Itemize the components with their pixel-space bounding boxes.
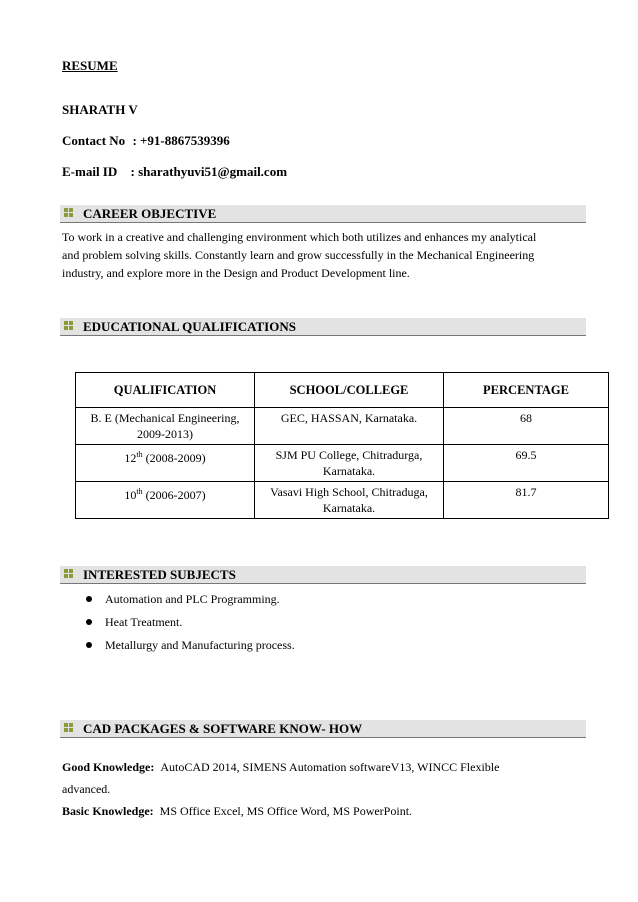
good-knowledge-value: AutoCAD 2014, SIMENS Automation softwareV13, WINCC Flexible	[160, 760, 500, 774]
bullet-icon	[86, 619, 92, 625]
qualification-text: B. E (Mechanical Engineering,	[90, 411, 240, 425]
percentage-cell: 68	[444, 408, 609, 445]
qualification-cell	[76, 408, 255, 445]
qualification-cell	[76, 445, 255, 482]
career-line: To work in a creative and challenging environment which both utilizes and enhances my analytical	[62, 230, 537, 244]
school-text: SJM PU College, Chitradurga,	[275, 448, 423, 462]
section-educational-qualifications	[60, 318, 586, 336]
career-line: and problem solving skills. Constantly learn and grow successfully in the Mechanical Engineering	[62, 248, 535, 262]
candidate-name: SHARATH V	[62, 102, 138, 117]
percentage-cell: 81.7	[444, 482, 609, 519]
school-text: GEC, HASSAN, Karnataka.	[280, 411, 418, 425]
table-row	[76, 482, 609, 519]
section-title: CAREER OBJECTIVE	[83, 206, 217, 221]
good-knowledge-line	[62, 756, 602, 778]
section-title: CAD PACKAGES & SOFTWARE KNOW- HOW	[83, 721, 363, 736]
bullet-square-icon	[64, 569, 74, 579]
basic-knowledge-label: Basic Knowledge:	[62, 804, 154, 818]
qualification-cell	[76, 482, 255, 519]
school-cell	[255, 408, 444, 445]
school-text: Vasavi High School, Chitraduga,	[270, 485, 428, 499]
table-row	[76, 445, 609, 482]
bullet-icon	[86, 642, 92, 648]
interest-text: Heat Treatment.	[105, 615, 183, 629]
list-item	[80, 590, 295, 613]
education-table	[75, 372, 609, 519]
list-item	[80, 636, 295, 659]
ordinal-suffix: th	[136, 487, 143, 496]
column-header-school: SCHOOL/COLLEGE	[255, 373, 444, 408]
school-cell	[255, 445, 444, 482]
bullet-square-icon	[64, 208, 74, 218]
section-title: EDUCATIONAL QUALIFICATIONS	[83, 319, 296, 334]
table-row	[76, 408, 609, 445]
column-header-qualification: QUALIFICATION	[76, 373, 255, 408]
school-text: Karnataka.	[322, 464, 376, 478]
bullet-square-icon	[64, 321, 74, 331]
career-line: industry, and explore more in the Design and Product Development line.	[62, 266, 410, 280]
career-objective-text	[62, 228, 582, 282]
interests-list	[80, 590, 295, 659]
interest-text: Metallurgy and Manufacturing process.	[105, 638, 295, 652]
section-cad-packages	[60, 720, 586, 738]
section-title: INTERESTED SUBJECTS	[83, 567, 236, 582]
list-item	[80, 613, 295, 636]
email-value: : sharathyuvi51@gmail.com	[130, 164, 288, 179]
basic-knowledge-value: MS Office Excel, MS Office Word, MS PowerPoint.	[159, 804, 413, 818]
ordinal-suffix: th	[136, 450, 143, 459]
good-knowledge-continuation: advanced.	[62, 782, 111, 796]
basic-knowledge-line	[62, 800, 602, 822]
interest-text: Automation and PLC Programming.	[105, 592, 280, 606]
qualification-text: 10	[124, 488, 137, 502]
qualification-years: (2006-2007)	[142, 488, 206, 502]
contact-value: : +91-8867539396	[132, 133, 230, 148]
school-text: Karnataka.	[322, 501, 376, 515]
qualification-text: 2009-2013)	[137, 427, 193, 441]
section-interested-subjects	[60, 566, 586, 584]
percentage-cell: 69.5	[444, 445, 609, 482]
table-header-row	[76, 373, 609, 408]
bullet-square-icon	[64, 723, 74, 733]
qualification-text: 12	[124, 451, 137, 465]
bullet-icon	[86, 596, 92, 602]
knowledge-block	[62, 756, 602, 822]
email-label: E-mail ID	[62, 164, 118, 179]
good-knowledge-label: Good Knowledge:	[62, 760, 155, 774]
email-line	[62, 164, 287, 180]
qualification-years: (2008-2009)	[142, 451, 206, 465]
resume-title: RESUME	[62, 58, 118, 73]
school-cell	[255, 482, 444, 519]
section-career-objective	[60, 205, 586, 223]
contact-label: Contact No	[62, 133, 126, 148]
contact-line	[62, 133, 230, 149]
column-header-percentage: PERCENTAGE	[444, 373, 609, 408]
